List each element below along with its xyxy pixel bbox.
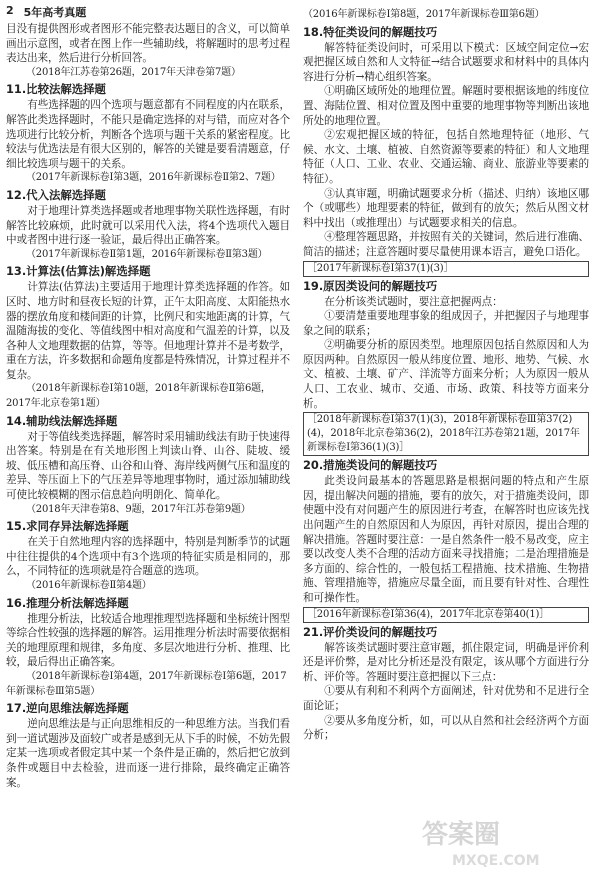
paragraph: 此类设问最基本的答题思路是根据问题的特点和产生原因，提出解决问题的措施，要有的放矢，对于措施类设问，即使题中没有对问题产生的原因进行考查，在解答时也应该先找出问题产生的自然原因和人为原因，再针对原因，提出合理的解决措施。答题时要注意：一是自然条件一般不易改变，应主要以改变人类不合理的活动方面来寻找措施；二是治理措施是多方面的、综合性的，一般包括工程措施、技术措施、生物措施、管理措施等，措施应尽量全面，而且要有针对性、合理性和可操作性。	[303, 475, 589, 604]
boxed-citation: ［2017年新课标卷Ⅰ第37(1)(3)］	[303, 261, 589, 277]
boxed-citation: ［2018年新课标卷Ⅰ第37(1)(3)，2018年新课标卷Ⅲ第37(2)(4)，2018年北京卷第36(2)，2018年江苏卷第21题，2017年新课标卷Ⅰ第36(1)(3)］	[303, 412, 589, 456]
paragraph: 逆向思维法是与正向思维相反的一种思维方法。当我们看到一道试题涉及面较广或者是感到无从下手的时候，不妨先假定某一选项或者假定其中某一个条件是正确的，然后把它放到条件或题目中去检验，进而逐一进行排除，最终确定正确答案。	[6, 718, 290, 789]
paragraph: 解答特征类设问时，可采用以下模式：区域空间定位→宏观把握区域自然和人文特征→结合试题要求和材料中的具体内容进行分析→精心组织答案。	[303, 41, 589, 83]
source-citation: （2016年新课标卷Ⅱ第4题）	[26, 580, 152, 591]
page-header	[6, 4, 86, 18]
paragraph: 对于地理计算类选择题或者地理事物关联性选择题，有时解答比较麻烦，此时就可以采用代入法，将4个选项代入题目中或者图中进行逐一验证，最后得出正确答案。	[6, 204, 290, 247]
section-heading: 15.求同存异法解选择题	[6, 519, 129, 534]
section-heading: 17.逆向思维法解选择题	[6, 701, 129, 716]
paragraph: ③认真审题，明确试题要求分析（描述、归纳）该地区哪个（或哪些）地理要素的特征，做到有的放矢；然后从图文材料中找出（或推理出）与试题要求相关的信息。	[303, 187, 589, 229]
section-heading: 12.代入法解选择题	[6, 187, 106, 202]
paragraph: ④整理答题思路，并按照有关的关键词，然后进行准确、简洁的描述；注意答题时要尽量使用课本语言，避免口语化。	[303, 231, 589, 258]
paragraph: ①要清楚重要地理事象的组成因子，并把握因子与地理事象之间的联系；	[303, 310, 589, 337]
paragraph: ②明确要分析的原因类型。地理原因包括自然原因和人为原因两种。自然原因一般从纬度位置、地形、地势、气候、水文、植被、土壤、矿产、洋流等方面来分析；人为原因一般从人口、工农业、城市、交通、市场、政策、科技等方面来分析。	[303, 339, 589, 410]
section-heading: 18.特征类设问的解题技巧	[303, 24, 438, 39]
section-heading: 19.原因类设问的解题技巧	[303, 278, 438, 293]
paragraph: 推理分析法，比较适合地理推理型选择题和坐标统计图型等综合性较强的选择题的解答。运用推理分析法时需要依据相关的地理原理和规律，多角度、多层次地进行分析、推理、比较，最后得出正确答案。	[6, 612, 290, 669]
book-title: 5年高考真题	[23, 6, 87, 19]
section-heading: 11.比较法解选择题	[6, 82, 106, 97]
watermark-url: MXQE.COM	[452, 853, 540, 869]
paragraph: ①要从有利和不利两个方面阐述，针对优势和不足进行全面论证；	[303, 685, 589, 712]
source-citation: （2018年天津卷第8、9题，2017年江苏卷第9题）	[26, 503, 251, 515]
paragraph: 在分析该类试题时，要注意把握两点：	[324, 295, 503, 308]
section-heading: 21.评价类设问的解题技巧	[303, 624, 438, 639]
source-citation: （2018年新课标卷Ⅰ第10题，2018年新课标卷Ⅱ第6题，2017年北京卷第1题）	[6, 383, 271, 410]
source-citation: （2016年新课标卷Ⅰ第8题，2017年新课标卷Ⅲ第6题）	[303, 9, 545, 20]
section-heading: 20.措施类设问的解题技巧	[303, 458, 438, 473]
paragraph: 有些选择题的四个选项与题意都有不同程度的内在联系，解答此类选择题时，不能只是确定选择的对与错，而应对各个选项进行比较分析，判断各个选项与题干关系的紧密程度。比较法与优选法是有很大区别的，解答的关键是要看清题意，仔细比较选项与题干的关系。	[6, 99, 290, 170]
paragraph: ②要从多角度分析，如，可以从自然和社会经济两个方面分析；	[303, 714, 589, 742]
paragraph: 计算法(估算法)主要适用于地理计算类选择题的作答。如区时、地方时和昼夜长短的计算，正午太阳高度、太阳能热水器的摆放角度和楼间距的计算，比例尺和实地距离的计算，气温随海拔的变化、等值线图中相对高度和气温差的计算，以及各种人文地理数据的估算，等等。但地理计算并不是考数学，重在方法，许多数据和命题角度都是特殊情况，计算过程并不复杂。	[6, 281, 290, 381]
right-column	[303, 8, 589, 743]
watermark-logo	[412, 813, 587, 869]
page-number: 2	[6, 4, 14, 17]
paragraph: ②宏观把握区域的特征，包括自然地理特征（地形、气候、水文、土壤、植被、自然资源等要素的特征）和人文地理特征（人口、工业、农业、交通运输、商业、旅游业等要素的特征）。	[303, 129, 589, 185]
section-heading: 13.计算法(估算法)解选择题	[6, 264, 151, 279]
paragraph: 在关于自然地理内容的选择题中，特别是判断季节的试题中往往提供的4个选项中有3个选项的特征实质是相同的，那么，不同特征的选项就是符合题意的选项。	[6, 536, 290, 578]
section-heading: 14.辅助线法解选择题	[6, 413, 118, 428]
paragraph: 对于等值线类选择题，解答时采用辅助线法有助于快速得出答案。特别是在有关地形图上判读山脊、山谷、陡坡、缓坡、低压槽和高压脊、山谷和山脊、海岸线两侧气压和温度的差异、等压面上下的气压差异等地理事物时，通过添加辅助线可使比较模糊的图示信息趋向明朗化、简单化。	[6, 430, 290, 502]
source-citation: （2018年新课标卷Ⅰ第4题，2017年新课标卷Ⅰ第6题，2017年新课标卷Ⅲ第5题）	[6, 670, 287, 697]
source-citation: （2017年新课标卷Ⅱ第1题，2016年新课标卷Ⅱ第3题）	[26, 248, 268, 260]
left-column	[6, 22, 290, 790]
source-citation: （2018年江苏卷第26题，2017年天津卷第7题）	[26, 66, 241, 78]
paragraph: 目没有提供图形或者图形不能完整表达题目的含义，可以简单画出示意图，或者在图上作一些辅助线，将解题时的思考过程表达出来，然后进行分析回答。	[6, 23, 290, 65]
source-citation: （2017年新课标卷Ⅰ第3题，2016年新课标卷Ⅱ第2、7题）	[26, 172, 281, 184]
paragraph: 解答该类试题时要注意审题，抓住限定词，明确是评价利还是评价弊，是对比分析还是没有限定，该从哪个方面进行分析、评价等。答题时要注意把握以下三点：	[303, 641, 589, 683]
boxed-citation: ［2016年新课标卷Ⅰ第36(4)，2017年北京卷第40(1)］	[303, 607, 589, 623]
section-heading: 16.推理分析法解选择题	[6, 595, 129, 610]
watermark-text: 答案圈	[422, 820, 501, 850]
paragraph: ①明确区域所处的地理位置。解题时要根据该地的纬度位置、海陆位置、相对位置及图中重要的地理事物等判断出该地所处的地理位置。	[303, 85, 589, 127]
